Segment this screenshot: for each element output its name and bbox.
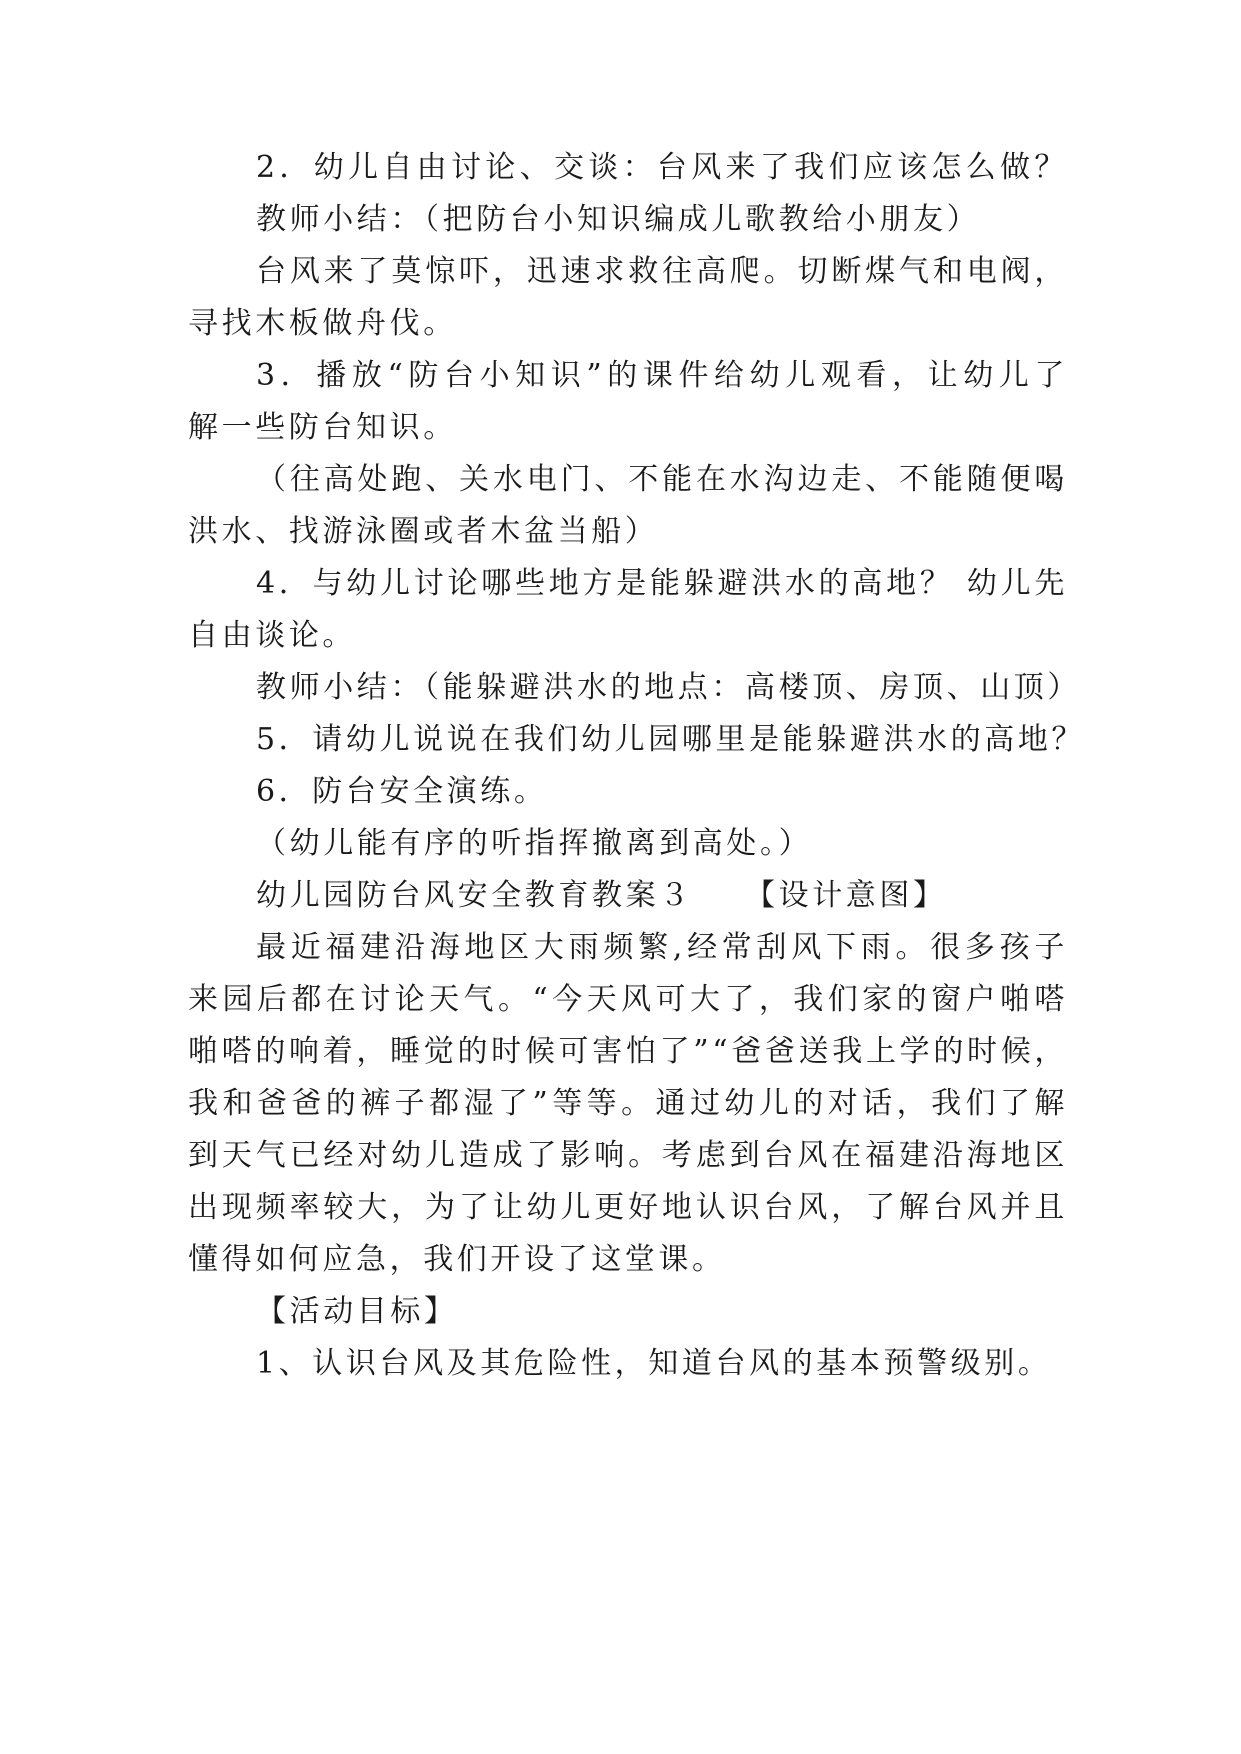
paragraph-line: 台风来了莫惊吓，迅速求救往高爬。切断煤气和电阀，	[256, 254, 1068, 289]
paragraph-line: 洪水、找游泳圈或者木盆当船）	[188, 514, 659, 549]
paragraph-line: 教师小结：（能躲避洪水的地点：高楼顶、房顶、山顶）	[256, 670, 1081, 705]
paragraph-line: 1、认识台风及其危险性，知道台风的基本预警级别。	[256, 1346, 1052, 1381]
paragraph-line: 教师小结：（把防台小知识编成儿歌教给小朋友）	[256, 202, 981, 237]
paragraph-line: 来园后都在讨论天气。“今天风可大了，我们家的窗户啪嗒	[188, 982, 1068, 1017]
paragraph-line: 解一些防台知识。	[188, 410, 457, 445]
paragraph-line: 我和爸爸的裤子都湿了”等等。通过幼儿的对话，我们了解	[188, 1086, 1068, 1121]
paragraph-line: 啪嗒的响着，睡觉的时候可害怕了”“爸爸送我上学的时候，	[188, 1034, 1068, 1069]
paragraph-line: 自由谈论。	[188, 618, 356, 653]
paragraph-line: 懂得如何应急，我们开设了这堂课。	[188, 1242, 726, 1277]
paragraph-line: （往高处跑、关水电门、不能在水沟边走、不能随便喝	[256, 462, 1068, 497]
paragraph-line: 6．防台安全演练。	[256, 774, 548, 809]
paragraph-line: 3．播放“防台小知识”的课件给幼儿观看，让幼儿了	[256, 358, 1068, 393]
section-heading-line: 【活动目标】	[256, 1294, 458, 1329]
paragraph-line: （幼儿能有序的听指挥撤离到高处。）	[256, 826, 813, 861]
paragraph-line: 2．幼儿自由讨论、交谈：台风来了我们应该怎么做？	[256, 150, 1068, 185]
section-heading-line: 幼儿园防台风安全教育教案３ 【设计意图】	[256, 878, 947, 913]
paragraph-line: 到天气已经对幼儿造成了影响。考虑到台风在福建沿海地区	[188, 1138, 1068, 1173]
paragraph-line: 5．请幼儿说说在我们幼儿园哪里是能躲避洪水的高地？	[256, 722, 1086, 757]
paragraph-line: 4．与幼儿讨论哪些地方是能躲避洪水的高地？ 幼儿先	[256, 566, 1068, 601]
paragraph-line: 寻找木板做舟伐。	[188, 306, 457, 341]
paragraph-line: 最近福建沿海地区大雨频繁,经常刮风下雨。很多孩子	[256, 930, 1068, 965]
paragraph-line: 出现频率较大，为了让幼儿更好地认识台风，了解台风并且	[188, 1190, 1068, 1225]
